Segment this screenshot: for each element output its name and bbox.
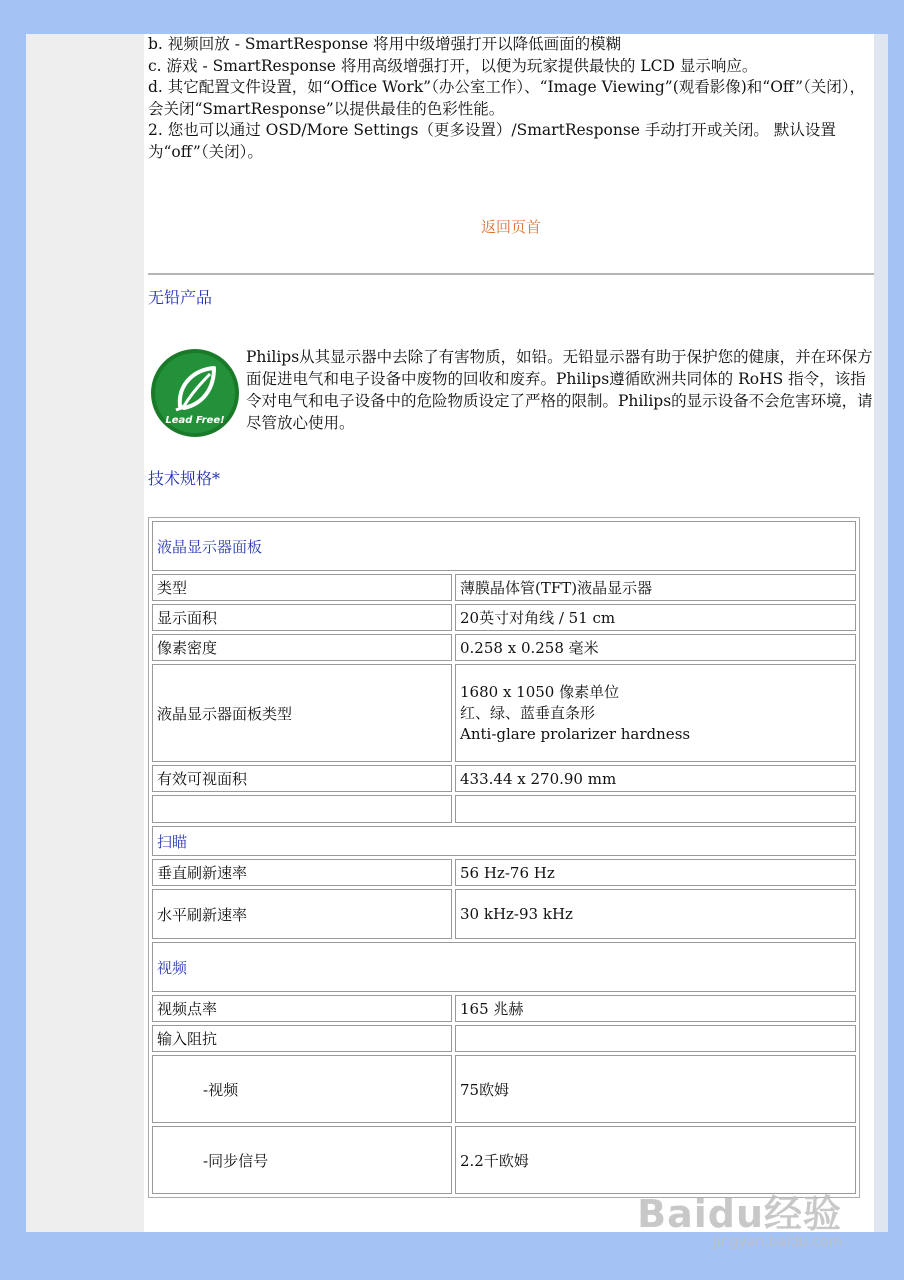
right-margin [874, 34, 888, 1232]
spec-value [455, 1025, 856, 1052]
lead-free-leaf-icon [150, 348, 240, 438]
watermark-url: jingyan.baidu.com [712, 1234, 842, 1250]
spec-label: 类型 [152, 574, 452, 601]
table-row [152, 664, 856, 762]
spec-label: 垂直刷新速率 [152, 859, 452, 886]
intro-line: d. 其它配置文件设置，如“Office Work”（办公室工作）、“Image Viewing”(观看影像)和“Off”（关闭），会关闭“SmartResponse”以提供最佳的色彩性能。 [148, 78, 866, 118]
spec-value: 2.2千欧姆 [455, 1126, 856, 1194]
badge-text: Lead Free! [165, 415, 225, 426]
table-row [152, 574, 856, 601]
section-panel-title: 液晶显示器面板 [152, 521, 856, 571]
lead-free-description: Philips从其显示器中去除了有害物质，如铅。无铅显示器有助于保护您的健康，并在环保方面促进电气和电子设备中废物的回收和废弃。Philips遵循欧洲共同体的 RoHS 指令，该指令对电气和电子设备中的危险物质设定了严格的限制。Philips的显示设备不会危害环境，请尽管放心使用。 [246, 348, 873, 432]
spec-value: 30 kHz-93 kHz [455, 889, 856, 939]
table-row [152, 1055, 856, 1123]
spec-label: 像素密度 [152, 634, 452, 661]
spec-label: -同步信号 [152, 1126, 452, 1194]
empty-cell [152, 795, 452, 823]
table-row [152, 521, 856, 571]
empty-cell [455, 795, 856, 823]
baidu-watermark [637, 1183, 842, 1250]
table-row [152, 1025, 856, 1052]
spec-label: 显示面积 [152, 604, 452, 631]
spec-value: 20英寸对角线 / 51 cm [455, 604, 856, 631]
lead-free-section [148, 348, 874, 438]
table-row [152, 859, 856, 886]
main-content [148, 34, 874, 1232]
table-row [152, 889, 856, 939]
spec-label: 有效可视面积 [152, 765, 452, 792]
section-divider [148, 273, 874, 275]
spec-label: -视频 [152, 1055, 452, 1123]
lead-free-heading: 无铅产品 [148, 288, 213, 307]
panel-type-line: Anti-glare prolarizer hardness [460, 724, 691, 743]
spec-value: 薄膜晶体管(TFT)液晶显示器 [455, 574, 856, 601]
spec-value [455, 664, 856, 762]
document-page [26, 34, 888, 1232]
spec-heading: 技术规格* [148, 469, 221, 488]
table-row [152, 795, 856, 823]
table-row [152, 995, 856, 1022]
spec-value: 165 兆赫 [455, 995, 856, 1022]
intro-line: b. 视频回放 - SmartResponse 将用中级增强打开以降低画面的模糊 [148, 35, 622, 53]
section-scan-title: 扫瞄 [152, 826, 856, 856]
spec-label: 水平刷新速率 [152, 889, 452, 939]
spec-value: 0.258 x 0.258 毫米 [455, 634, 856, 661]
panel-type-line: 红、绿、蓝垂直条形 [460, 703, 596, 722]
back-to-top-link[interactable]: 返回页首 [480, 218, 541, 236]
table-row [152, 826, 856, 856]
intro-text [148, 34, 874, 163]
left-margin [26, 34, 144, 1232]
spec-label: 输入阻抗 [152, 1025, 452, 1052]
panel-type-line: 1680 x 1050 像素单位 [460, 682, 620, 701]
spec-table [148, 517, 860, 1198]
table-row [152, 634, 856, 661]
table-row [152, 765, 856, 792]
intro-line: c. 游戏 - SmartResponse 将用高级增强打开，以便为玩家提供最快的 LCD 显示响应。 [148, 56, 758, 75]
intro-line: 2. 您也可以通过 OSD/More Settings（更多设置）/SmartResponse 手动打开或关闭。 默认设置为“off”（关闭）。 [148, 121, 836, 161]
table-row [152, 604, 856, 631]
spec-value: 56 Hz-76 Hz [455, 859, 856, 886]
spec-label: 液晶显示器面板类型 [152, 664, 452, 762]
spec-value: 433.44 x 270.90 mm [455, 765, 856, 792]
section-video-title: 视频 [152, 942, 856, 992]
spec-label: 视频点率 [152, 995, 452, 1022]
table-row [152, 942, 856, 992]
watermark-brand: Baidu经验 [637, 1192, 842, 1236]
spec-value: 75欧姆 [455, 1055, 856, 1123]
